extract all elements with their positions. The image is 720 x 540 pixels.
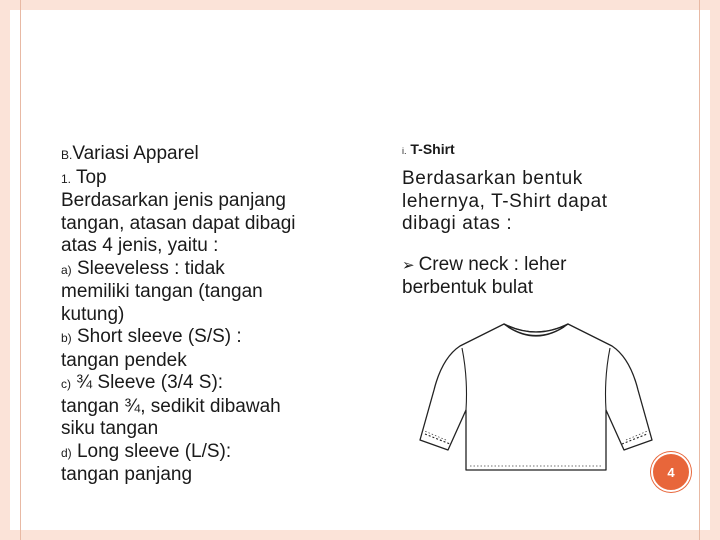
item-text: tangan ¾, sedikit dibawah xyxy=(61,395,281,417)
tshirt-description xyxy=(402,168,682,236)
item-text: ¾ Sleeve (3/4 S): xyxy=(76,372,224,393)
sub-title: Top xyxy=(75,166,107,188)
right-column xyxy=(402,138,682,300)
desc-line: dibagi atas : xyxy=(402,213,513,234)
intro-line: atas 4 jenis, yaitu : xyxy=(61,235,219,256)
item-marker: a) xyxy=(61,262,72,277)
bullet-line: Crew neck : leher xyxy=(418,253,567,275)
list-item xyxy=(61,326,361,350)
bullet-line: berbentuk bulat xyxy=(402,277,533,298)
sub-prefix: 1. xyxy=(61,171,72,186)
item-text: Short sleeve (S/S) : xyxy=(76,326,242,347)
intro-line: Berdasarkan jenis panjang xyxy=(61,190,286,211)
arrow-bullet-icon: ➢ xyxy=(402,256,415,274)
list-item xyxy=(61,372,361,396)
item-text: kutung) xyxy=(61,303,125,325)
intro-line: tangan, atasan dapat dibagi xyxy=(61,212,296,234)
item-text: Long sleeve (L/S): xyxy=(76,440,232,462)
sub-heading xyxy=(61,167,361,191)
item-text: memiliki tangan (tangan xyxy=(61,281,263,302)
tshirt-prefix: i. xyxy=(402,146,407,156)
section-heading xyxy=(61,143,361,167)
section-prefix: B. xyxy=(61,148,73,162)
list-item xyxy=(61,441,361,465)
left-column xyxy=(61,143,361,487)
item-text: siku tangan xyxy=(61,418,159,439)
tshirt-heading xyxy=(402,138,682,162)
item-marker: d) xyxy=(61,445,72,460)
crew-neck-tshirt-illustration xyxy=(416,318,656,478)
section-title: Variasi Apparel xyxy=(72,143,199,164)
item-text: Sleeveless : tidak xyxy=(76,257,225,279)
item-text: tangan pendek xyxy=(61,349,187,371)
item-text: tangan panjang xyxy=(61,464,193,485)
desc-line: lehernya, T-Shirt dapat xyxy=(402,190,608,212)
item-marker: b) xyxy=(61,331,72,345)
desc-line: Berdasarkan bentuk xyxy=(402,168,583,189)
tshirt-title: T-Shirt xyxy=(410,141,455,157)
list-item xyxy=(61,258,361,282)
crew-neck-bullet xyxy=(402,254,682,300)
item-marker: c) xyxy=(61,377,71,391)
page-number-badge: 4 xyxy=(651,452,691,492)
